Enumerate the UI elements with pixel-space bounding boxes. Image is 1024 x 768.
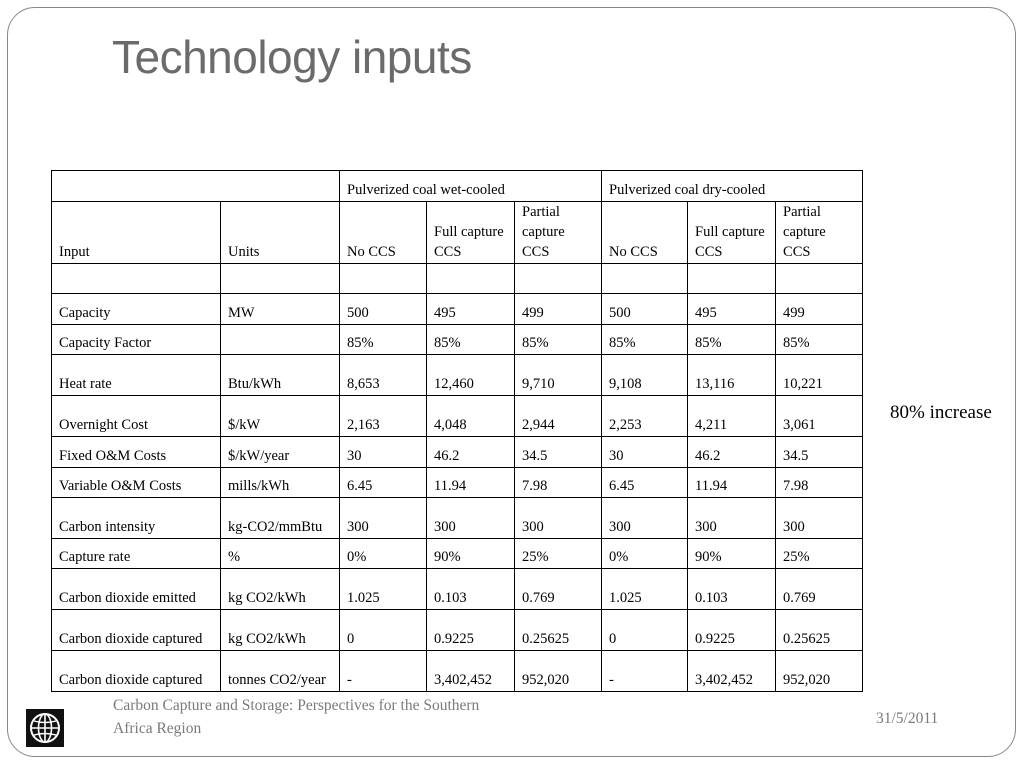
column-header: Full capture CCS [427,202,515,264]
value-cell: 2,944 [515,396,602,437]
value-cell: 7.98 [776,468,863,498]
value-cell: 0% [602,539,688,569]
table-row [52,396,863,437]
value-cell: 6.45 [340,468,427,498]
empty-cell [776,264,863,294]
value-cell: 500 [340,294,427,325]
value-cell: 25% [515,539,602,569]
table-row [52,294,863,325]
value-cell: 10,221 [776,355,863,396]
value-cell: 0.9225 [427,610,515,651]
value-cell: 12,460 [427,355,515,396]
value-cell: 300 [776,498,863,539]
row-label-cell: Fixed O&M Costs [52,437,221,468]
value-cell: 0 [602,610,688,651]
table-row [52,325,863,355]
value-cell: - [602,651,688,692]
value-cell: 11.94 [427,468,515,498]
footer-date: 31/5/2011 [876,710,939,727]
row-label-cell: Carbon dioxide captured [52,610,221,651]
units-cell: tonnes CO2/year [221,651,340,692]
value-cell: 952,020 [776,651,863,692]
value-cell: 0.769 [515,569,602,610]
column-header: No CCS [602,202,688,264]
slide-title: Technology inputs [112,31,472,83]
value-cell: 2,163 [340,396,427,437]
footer-presentation-title: Carbon Capture and Storage: Perspectives for the Southern Africa Region [113,697,480,737]
units-cell: Btu/kWh [221,355,340,396]
units-cell: $/kW/year [221,437,340,468]
increase-annotation: 80% increase [890,402,992,423]
empty-cell [52,264,221,294]
value-cell: 3,402,452 [427,651,515,692]
value-cell: 46.2 [427,437,515,468]
value-cell: 1.025 [602,569,688,610]
value-cell: 0% [340,539,427,569]
value-cell: 3,402,452 [688,651,776,692]
value-cell: 46.2 [688,437,776,468]
empty-cell [427,264,515,294]
value-cell: 300 [340,498,427,539]
column-header: Units [221,202,340,264]
value-cell: 0.9225 [688,610,776,651]
value-cell: 90% [427,539,515,569]
column-header: Full capture CCS [688,202,776,264]
units-cell: kg CO2/kWh [221,610,340,651]
technology-inputs-table [51,170,863,692]
value-cell: 0.103 [427,569,515,610]
table-row [52,468,863,498]
value-cell: 13,116 [688,355,776,396]
value-cell: 4,211 [688,396,776,437]
empty-cell [688,264,776,294]
value-cell: 90% [688,539,776,569]
value-cell: 952,020 [515,651,602,692]
value-cell: 300 [602,498,688,539]
value-cell: 500 [602,294,688,325]
row-label-cell: Capacity [52,294,221,325]
value-cell: - [340,651,427,692]
table-row [52,569,863,610]
row-label-cell: Heat rate [52,355,221,396]
empty-cell [602,264,688,294]
value-cell: 1.025 [340,569,427,610]
blank-corner-cell [52,171,340,202]
row-label-cell: Carbon dioxide emitted [52,569,221,610]
empty-spacer-row [52,264,863,294]
value-cell: 0 [340,610,427,651]
value-cell: 85% [688,325,776,355]
value-cell: 495 [427,294,515,325]
value-cell: 495 [688,294,776,325]
value-cell: 85% [515,325,602,355]
row-label-cell: Carbon dioxide captured [52,651,221,692]
table-row [52,355,863,396]
column-header: Input [52,202,221,264]
table-row [52,437,863,468]
table-row [52,539,863,569]
units-cell: MW [221,294,340,325]
value-cell: 300 [515,498,602,539]
units-cell: mills/kWh [221,468,340,498]
table-row [52,651,863,692]
value-cell: 499 [776,294,863,325]
table-row [52,610,863,651]
value-cell: 3,061 [776,396,863,437]
group-header-wet-cooled: Pulverized coal wet-cooled [340,171,602,202]
empty-cell [515,264,602,294]
value-cell: 9,108 [602,355,688,396]
value-cell: 30 [602,437,688,468]
row-label-cell: Overnight Cost [52,396,221,437]
value-cell: 6.45 [602,468,688,498]
value-cell: 8,653 [340,355,427,396]
group-header-row [52,171,863,202]
group-header-dry-cooled: Pulverized coal dry-cooled [602,171,863,202]
value-cell: 85% [776,325,863,355]
table-row [52,498,863,539]
units-cell [221,325,340,355]
units-cell: $/kW [221,396,340,437]
value-cell: 11.94 [688,468,776,498]
value-cell: 25% [776,539,863,569]
column-header-row [52,202,863,264]
value-cell: 30 [340,437,427,468]
value-cell: 0.769 [776,569,863,610]
value-cell: 300 [688,498,776,539]
value-cell: 300 [427,498,515,539]
value-cell: 85% [427,325,515,355]
value-cell: 9,710 [515,355,602,396]
value-cell: 34.5 [515,437,602,468]
value-cell: 0.25625 [776,610,863,651]
value-cell: 0.25625 [515,610,602,651]
value-cell: 85% [602,325,688,355]
world-bank-globe-icon [26,709,64,747]
column-header: Partial capture CCS [776,202,863,264]
value-cell: 4,048 [427,396,515,437]
value-cell: 2,253 [602,396,688,437]
value-cell: 0.103 [688,569,776,610]
units-cell: kg-CO2/mmBtu [221,498,340,539]
empty-cell [340,264,427,294]
value-cell: 499 [515,294,602,325]
empty-cell [221,264,340,294]
column-header: Partial capture CCS [515,202,602,264]
value-cell: 34.5 [776,437,863,468]
row-label-cell: Capture rate [52,539,221,569]
units-cell: kg CO2/kWh [221,569,340,610]
column-header: No CCS [340,202,427,264]
value-cell: 7.98 [515,468,602,498]
value-cell: 85% [340,325,427,355]
units-cell: % [221,539,340,569]
row-label-cell: Variable O&M Costs [52,468,221,498]
row-label-cell: Carbon intensity [52,498,221,539]
row-label-cell: Capacity Factor [52,325,221,355]
table-body [52,294,863,692]
